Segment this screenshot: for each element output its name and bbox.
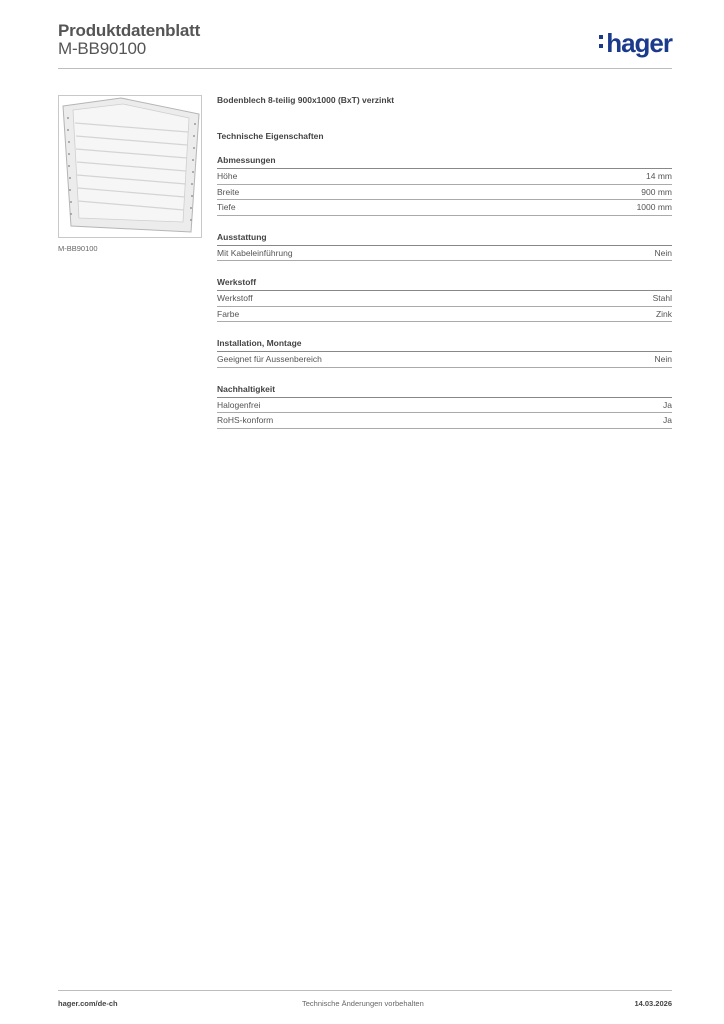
property-row (217, 398, 672, 414)
property-value: 14 mm (646, 171, 672, 181)
property-label: Tiefe (217, 202, 236, 212)
property-value: Zink (655, 308, 672, 319)
technical-properties-title: Technische Eigenschaften (217, 131, 324, 141)
property-row (217, 169, 672, 185)
property-label: Geeignet für Aussenbereich (217, 354, 322, 364)
property-row (217, 246, 672, 262)
property-label: Breite (217, 186, 240, 197)
section-dimensions (217, 155, 672, 216)
property-value: Nein (654, 247, 672, 258)
property-label: Höhe (217, 171, 238, 181)
footer-website-link[interactable]: hager.com/de-ch (58, 999, 118, 1008)
article-number: M-BB90100 (58, 39, 146, 58)
property-label: RoHS-konform (217, 415, 274, 425)
property-row (217, 307, 672, 323)
property-row (217, 413, 672, 429)
section-installation (217, 338, 672, 368)
footer-date: 14.03.2026 (634, 999, 672, 1008)
property-row (217, 291, 672, 307)
property-value: Nein (654, 354, 672, 364)
property-label: Werkstoff (217, 293, 253, 303)
property-label: Farbe (217, 308, 240, 319)
product-image (58, 95, 202, 238)
section-equipment (217, 232, 672, 262)
property-value: Ja (663, 415, 672, 425)
header-divider (58, 68, 672, 69)
property-label: Mit Kabeleinführung (217, 247, 293, 258)
footer-note: Technische Änderungen vorbehalten (302, 999, 424, 1008)
bottom-plate-icon (59, 96, 201, 237)
property-row (217, 352, 672, 368)
page-title: Produktdatenblatt (58, 21, 201, 40)
logo-text: hager (606, 28, 672, 58)
property-value: Stahl (652, 293, 672, 303)
product-name: Bodenblech 8-teilig 900x1000 (BxT) verzinkt (217, 95, 395, 105)
property-label: Halogenfrei (217, 399, 261, 410)
section-material (217, 277, 672, 322)
property-value: 900 mm (641, 186, 672, 197)
footer-divider (58, 990, 672, 991)
property-value: Ja (663, 399, 672, 410)
product-details (217, 92, 672, 429)
section-title: Ausstattung (217, 232, 672, 246)
image-caption: M-BB90100 (58, 244, 98, 253)
section-title: Werkstoff (217, 277, 672, 291)
section-sustainability (217, 384, 672, 429)
hager-logo (599, 28, 672, 59)
property-row (217, 200, 672, 216)
section-title: Abmessungen (217, 155, 672, 169)
section-title: Nachhaltigkeit (217, 384, 672, 398)
property-row (217, 185, 672, 201)
property-value: 1000 mm (636, 202, 672, 212)
logo-dots-icon (599, 35, 604, 53)
section-title: Installation, Montage (217, 338, 672, 352)
